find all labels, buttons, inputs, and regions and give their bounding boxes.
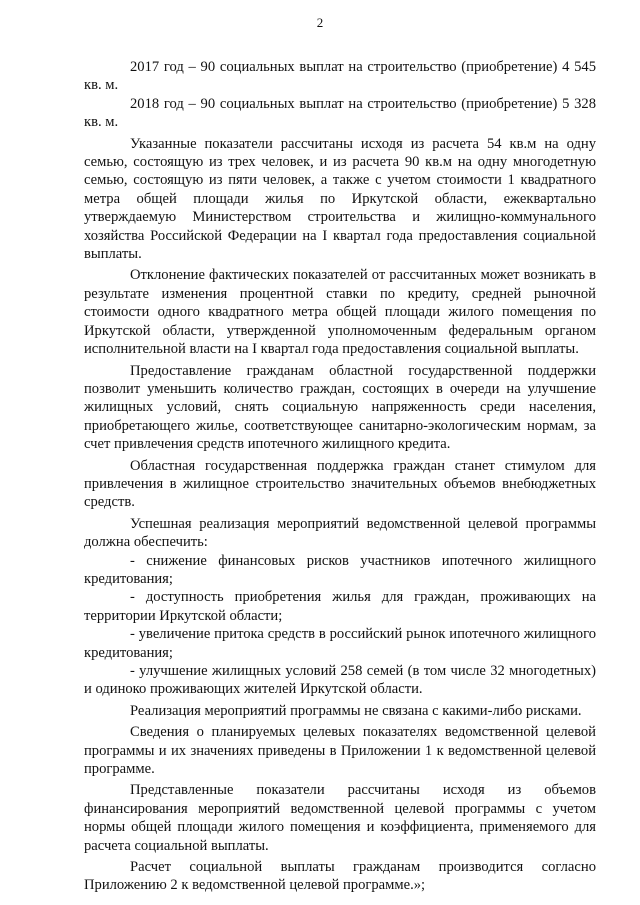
paragraph-2018-payments: 2018 год – 90 социальных выплат на строительство (приобретение) 5 328 кв. м. <box>84 95 596 131</box>
paragraph-stimulus: Областная государственная поддержка граждан станет стимулом для привлечения в жилищное строительство значительных объемов внебюджетных средств. <box>84 457 596 511</box>
list-item-funds-inflow: - увеличение притока средств в российский рынок ипотечного жилищного кредитования; <box>84 626 596 661</box>
paragraph-state-support: Предоставление гражданам областной государственной поддержки позволит уменьшить количество граждан, состоящих в очереди на улучшение жилищных условий, снять социальную напряженность среди населения, приобретающего жилье, соответствующее санитарно-экологическим нормам, за счет привлечения средств ипотечного жилищного кредита. <box>84 362 596 453</box>
list-item-housing-availability: - доступность приобретения жилья для граждан, проживающих на территории Иркутской области; <box>84 589 596 624</box>
document-body <box>84 58 596 895</box>
list-item-living-conditions: - улучшение жилищных условий 258 семей (в том числе 32 многодетных) и одиноко проживающих жителей Иркутской области. <box>84 663 596 698</box>
paragraph-no-risks: Реализация мероприятий программы не связана с какими-либо рисками. <box>130 702 582 719</box>
paragraph-indicator-basis: Представленные показатели рассчитаны исходя из объемов финансирования мероприятий ведомственной целевой программы с учетом нормы общей площади жилого помещения и коэффициента, применяемого для расчета социальной выплаты. <box>84 782 596 854</box>
list-item-risk-reduction: - снижение финансовых рисков участников ипотечного жилищного кредитования; <box>84 552 596 587</box>
paragraph-2017-payments: 2017 год – 90 социальных выплат на строительство (приобретение) 4 545 кв. м. <box>84 59 596 94</box>
paragraph-calculation-basis: Указанные показатели рассчитаны исходя из расчета 54 кв.м на одну семью, состоящую из трех человек, и из расчета 90 кв.м на одну многодетную семью, состоящую из пяти человек, а также с учетом стоимости 1 квадратного метра общей площади жилья по Иркутской области, ежеквартально утверждаемую Министерством строительства и жилищно-коммунального хозяйства Российской Федерации на I квартал года предоставления социальной выплаты. <box>84 135 596 263</box>
paragraph-deviation: Отклонение фактических показателей от рассчитанных может возникать в результате изменения процентной ставки по кредиту, средней рыночной стоимости одного квадратного метра общей площади жилого помещения по Иркутской области, утвержденной уполномоченным федеральным органом исполнительной власти на I квартал года предоставления социальной выплаты. <box>84 267 596 358</box>
paragraph-payment-calculation: Расчет социальной выплаты гражданам производится согласно Приложению 2 к ведомственной целевой программе.»; <box>84 859 596 894</box>
paragraph-target-indicators: Сведения о планируемых целевых показателях ведомственной целевой программы и их значениях приведены в Приложении 1 к ведомственной целевой программе. <box>84 724 596 778</box>
page-number: 2 <box>316 15 324 30</box>
paragraph-success-conditions: Успешная реализация мероприятий ведомственной целевой программы должна обеспечить: <box>84 515 596 551</box>
